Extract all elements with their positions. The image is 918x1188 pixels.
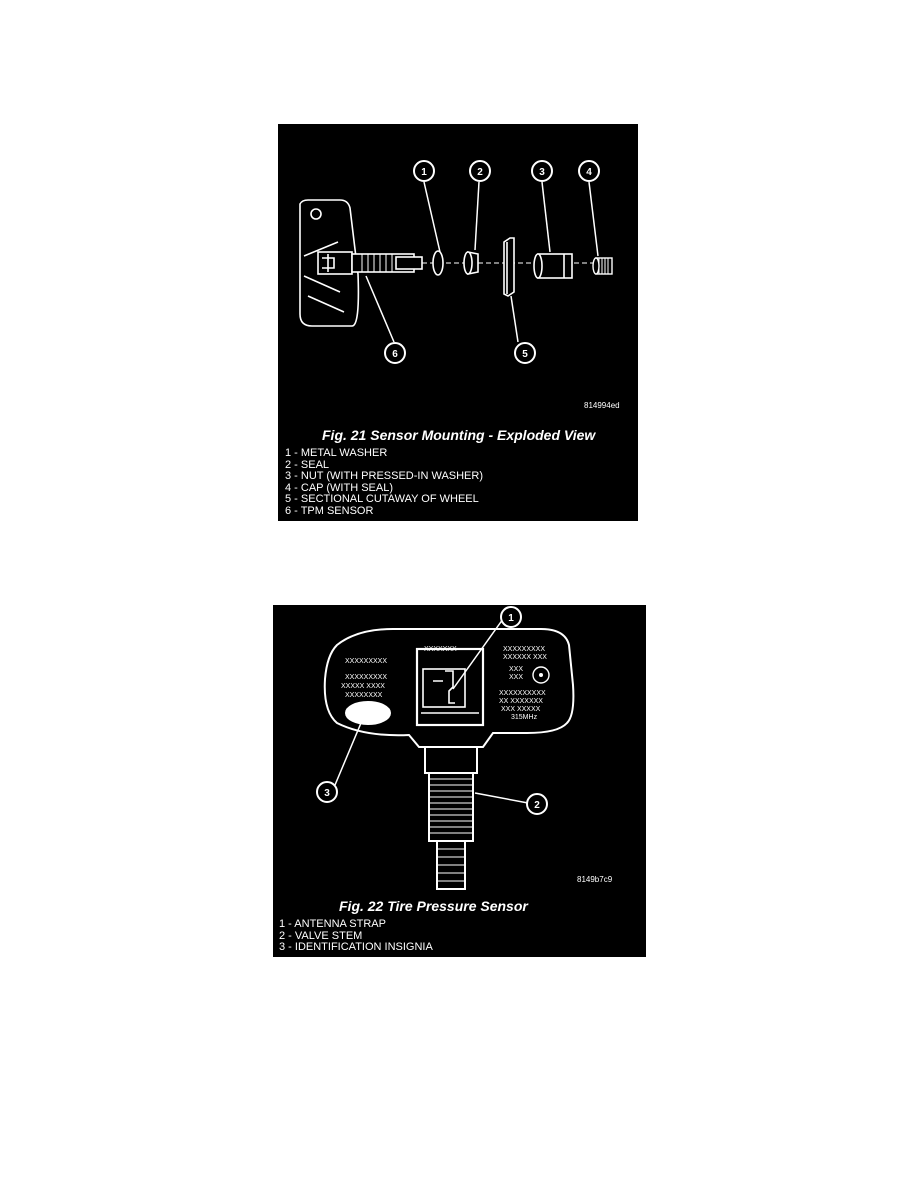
marking-right: XXXXXX XXX — [503, 654, 547, 661]
callout-1 — [501, 607, 521, 627]
legend-item: 3 - NUT (WITH PRESSED-IN WASHER) — [285, 470, 484, 483]
callout-3 — [532, 161, 552, 181]
marking-left: XXXXXXXXX — [345, 674, 388, 681]
metal-washer-drawing — [433, 251, 443, 275]
marking-left: XXXXXXXXX — [345, 658, 388, 665]
svg-text:4: 4 — [586, 167, 592, 178]
marking-right: XXX — [509, 674, 524, 681]
marking-left: XXXXXXXX — [345, 692, 383, 699]
svg-text:6: 6 — [392, 349, 398, 360]
svg-text:1: 1 — [508, 613, 514, 624]
wheel-cutaway-drawing — [504, 238, 514, 296]
legend-item: 5 - SECTIONAL CUTAWAY OF WHEEL — [285, 493, 479, 506]
svg-text:5: 5 — [522, 349, 528, 360]
figure-caption: Fig. 21 Sensor Mounting - Exploded View — [322, 427, 596, 443]
figure-21 — [278, 124, 638, 521]
svg-text:1: 1 — [421, 167, 427, 178]
legend-item: 3 - IDENTIFICATION INSIGNIA — [279, 941, 433, 954]
tpm-sensor-drawing — [300, 200, 422, 326]
figure-legend — [279, 919, 433, 954]
callout-6 — [385, 343, 405, 363]
callout-3 — [317, 782, 337, 802]
frequency-marking: 315MHz — [511, 714, 538, 721]
exploded-view-illustration — [278, 124, 638, 424]
marking-left: XXXXX XXXX — [341, 683, 385, 690]
marking-right: XX XXXXXXX — [499, 698, 543, 705]
figure-code: 814994ed — [584, 401, 620, 410]
figure-22 — [273, 605, 646, 957]
figure-caption: Fig. 22 Tire Pressure Sensor — [339, 898, 528, 914]
callout-4 — [579, 161, 599, 181]
marking-right: XXXXXXXXX — [503, 646, 546, 653]
legend-item: 2 - VALVE STEM — [279, 929, 363, 942]
callout-1 — [414, 161, 434, 181]
marking-right: XXX — [509, 666, 524, 673]
legend-item: 2 - SEAL — [285, 458, 330, 471]
figure-code: 8149b7c9 — [577, 875, 613, 884]
callout-5 — [515, 343, 535, 363]
marking-top: XXXXXXX — [424, 646, 457, 653]
svg-text:3: 3 — [324, 788, 330, 799]
callout-2 — [527, 794, 547, 814]
seal-drawing — [464, 252, 478, 274]
legend-item: 6 - TPM SENSOR — [285, 504, 374, 517]
figure-legend — [285, 448, 483, 518]
tire-pressure-sensor-illustration — [273, 605, 646, 895]
legend-item: 1 - METAL WASHER — [285, 447, 388, 459]
legend-item: 1 - ANTENNA STRAP — [279, 918, 386, 930]
legend-item: 4 - CAP (WITH SEAL) — [285, 481, 393, 494]
marking-right: XXX XXXXX — [501, 706, 541, 713]
svg-text:2: 2 — [477, 167, 483, 178]
cap-drawing — [593, 258, 612, 274]
nut-drawing — [534, 254, 572, 278]
marking-right: XXXXXXXXXX — [499, 690, 546, 697]
svg-text:3: 3 — [539, 167, 545, 178]
sensor-housing-drawing — [325, 629, 574, 889]
callout-2 — [470, 161, 490, 181]
svg-text:2: 2 — [534, 800, 540, 811]
